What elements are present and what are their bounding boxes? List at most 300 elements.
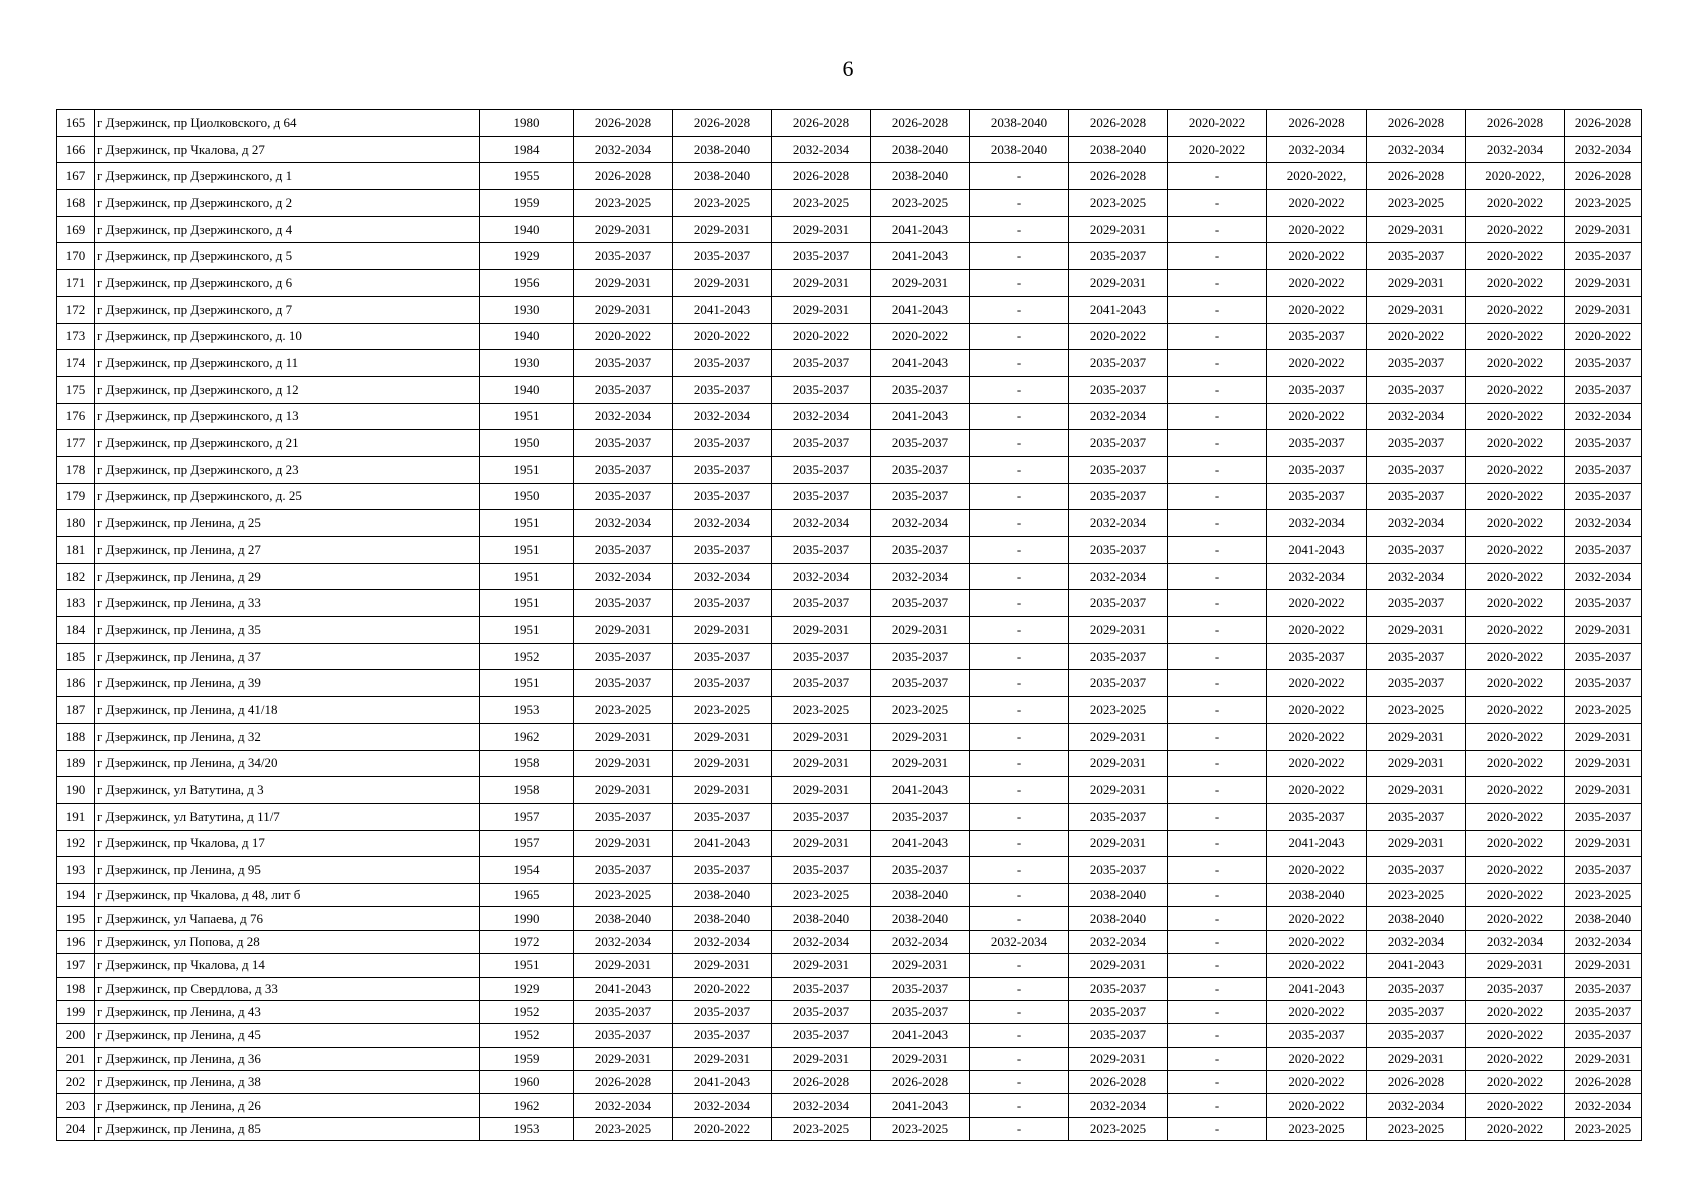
cell-period-6: 2029-2031 (1069, 216, 1168, 243)
cell-period-1: 2023-2025 (574, 1117, 673, 1140)
cell-period-1: 2029-2031 (574, 777, 673, 804)
cell-period-7: - (1168, 643, 1267, 670)
cell-period-10: 2020-2022 (1466, 750, 1565, 777)
cell-year-built: 1959 (480, 1047, 574, 1070)
cell-period-11: 2038-2040 (1565, 907, 1642, 930)
cell-period-1: 2035-2037 (574, 643, 673, 670)
cell-period-1: 2035-2037 (574, 376, 673, 403)
cell-period-10: 2032-2034 (1466, 136, 1565, 163)
cell-row-number: 172 (57, 296, 95, 323)
cell-period-1: 2026-2028 (574, 110, 673, 137)
cell-period-8: 2020-2022 (1267, 670, 1367, 697)
cell-year-built: 1951 (480, 590, 574, 617)
cell-period-5: - (970, 1094, 1069, 1117)
cell-period-2: 2035-2037 (673, 430, 772, 457)
table-row (57, 296, 1642, 323)
cell-period-2: 2032-2034 (673, 403, 772, 430)
cell-period-6: 2032-2034 (1069, 403, 1168, 430)
table-row (57, 537, 1642, 564)
cell-period-7: 2020-2022 (1168, 136, 1267, 163)
cell-year-built: 1955 (480, 163, 574, 190)
cell-period-1: 2035-2037 (574, 537, 673, 564)
cell-period-4: 2041-2043 (871, 350, 970, 377)
cell-period-7: - (1168, 296, 1267, 323)
cell-period-8: 2020-2022 (1267, 777, 1367, 804)
cell-address: г Дзержинск, пр Свердлова, д 33 (95, 977, 480, 1000)
cell-period-1: 2035-2037 (574, 430, 673, 457)
cell-period-2: 2023-2025 (673, 190, 772, 217)
cell-period-4: 2032-2034 (871, 563, 970, 590)
cell-period-3: 2035-2037 (772, 643, 871, 670)
cell-period-5: - (970, 617, 1069, 644)
cell-period-3: 2035-2037 (772, 590, 871, 617)
cell-row-number: 166 (57, 136, 95, 163)
cell-period-8: 2026-2028 (1267, 110, 1367, 137)
cell-period-8: 2020-2022 (1267, 216, 1367, 243)
cell-period-10: 2020-2022 (1466, 403, 1565, 430)
table-row (57, 857, 1642, 884)
cell-year-built: 1951 (480, 403, 574, 430)
cell-row-number: 198 (57, 977, 95, 1000)
cell-row-number: 182 (57, 563, 95, 590)
cell-period-5: - (970, 563, 1069, 590)
cell-address: г Дзержинск, пр Ленина, д 37 (95, 643, 480, 670)
cell-year-built: 1957 (480, 830, 574, 857)
cell-address: г Дзержинск, пр Дзержинского, д 2 (95, 190, 480, 217)
cell-period-1: 2029-2031 (574, 617, 673, 644)
cell-period-6: 2032-2034 (1069, 1094, 1168, 1117)
cell-year-built: 1953 (480, 697, 574, 724)
cell-period-6: 2029-2031 (1069, 830, 1168, 857)
cell-year-built: 1959 (480, 190, 574, 217)
cell-period-2: 2035-2037 (673, 857, 772, 884)
cell-period-8: 2020-2022 (1267, 1000, 1367, 1023)
cell-period-5: - (970, 750, 1069, 777)
cell-period-10: 2020-2022 (1466, 216, 1565, 243)
cell-year-built: 1972 (480, 930, 574, 953)
cell-period-10: 2020-2022 (1466, 376, 1565, 403)
cell-period-8: 2035-2037 (1267, 643, 1367, 670)
cell-period-6: 2035-2037 (1069, 803, 1168, 830)
cell-period-11: 2035-2037 (1565, 537, 1642, 564)
cell-period-2: 2035-2037 (673, 483, 772, 510)
cell-period-9: 2035-2037 (1367, 857, 1466, 884)
cell-period-11: 2029-2031 (1565, 750, 1642, 777)
cell-period-5: - (970, 163, 1069, 190)
cell-row-number: 171 (57, 270, 95, 297)
cell-period-3: 2029-2031 (772, 270, 871, 297)
cell-period-5: 2038-2040 (970, 110, 1069, 137)
cell-row-number: 167 (57, 163, 95, 190)
cell-row-number: 196 (57, 930, 95, 953)
cell-period-6: 2035-2037 (1069, 537, 1168, 564)
cell-period-3: 2035-2037 (772, 483, 871, 510)
cell-period-2: 2038-2040 (673, 136, 772, 163)
cell-year-built: 1952 (480, 643, 574, 670)
cell-period-4: 2041-2043 (871, 777, 970, 804)
cell-period-4: 2032-2034 (871, 930, 970, 953)
cell-period-1: 2032-2034 (574, 1094, 673, 1117)
cell-period-3: 2029-2031 (772, 216, 871, 243)
cell-period-2: 2029-2031 (673, 617, 772, 644)
cell-period-2: 2041-2043 (673, 830, 772, 857)
cell-row-number: 193 (57, 857, 95, 884)
cell-address: г Дзержинск, пр Дзержинского, д 23 (95, 456, 480, 483)
cell-period-11: 2029-2031 (1565, 723, 1642, 750)
cell-period-4: 2035-2037 (871, 857, 970, 884)
cell-period-10: 2020-2022 (1466, 723, 1565, 750)
cell-address: г Дзержинск, пр Ленина, д 39 (95, 670, 480, 697)
table-row (57, 1094, 1642, 1117)
cell-row-number: 185 (57, 643, 95, 670)
cell-period-6: 2026-2028 (1069, 1071, 1168, 1094)
cell-period-8: 2035-2037 (1267, 483, 1367, 510)
cell-period-6: 2035-2037 (1069, 456, 1168, 483)
cell-period-11: 2032-2034 (1565, 136, 1642, 163)
cell-period-4: 2035-2037 (871, 643, 970, 670)
cell-period-6: 2029-2031 (1069, 270, 1168, 297)
cell-row-number: 168 (57, 190, 95, 217)
cell-period-1: 2023-2025 (574, 697, 673, 724)
cell-period-6: 2035-2037 (1069, 1024, 1168, 1047)
cell-period-10: 2020-2022 (1466, 483, 1565, 510)
cell-period-4: 2041-2043 (871, 216, 970, 243)
cell-period-10: 2020-2022 (1466, 697, 1565, 724)
cell-period-9: 2035-2037 (1367, 977, 1466, 1000)
cell-period-11: 2035-2037 (1565, 243, 1642, 270)
cell-period-3: 2026-2028 (772, 163, 871, 190)
cell-period-5: - (970, 296, 1069, 323)
cell-period-7: - (1168, 977, 1267, 1000)
cell-row-number: 190 (57, 777, 95, 804)
cell-period-10: 2020-2022 (1466, 1000, 1565, 1023)
cell-period-3: 2032-2034 (772, 930, 871, 953)
cell-period-5: - (970, 977, 1069, 1000)
cell-period-5: - (970, 483, 1069, 510)
cell-row-number: 187 (57, 697, 95, 724)
cell-period-9: 2032-2034 (1367, 510, 1466, 537)
cell-period-11: 2035-2037 (1565, 483, 1642, 510)
table-row (57, 243, 1642, 270)
cell-period-9: 2035-2037 (1367, 1024, 1466, 1047)
cell-period-8: 2020-2022 (1267, 750, 1367, 777)
cell-period-6: 2029-2031 (1069, 750, 1168, 777)
cell-period-9: 2038-2040 (1367, 907, 1466, 930)
cell-year-built: 1951 (480, 617, 574, 644)
cell-row-number: 188 (57, 723, 95, 750)
cell-period-11: 2029-2031 (1565, 270, 1642, 297)
cell-period-6: 2029-2031 (1069, 617, 1168, 644)
cell-period-5: - (970, 323, 1069, 350)
cell-period-6: 2032-2034 (1069, 563, 1168, 590)
cell-period-3: 2035-2037 (772, 670, 871, 697)
cell-period-6: 2035-2037 (1069, 376, 1168, 403)
cell-period-11: 2023-2025 (1565, 190, 1642, 217)
cell-period-3: 2035-2037 (772, 1000, 871, 1023)
cell-period-6: 2038-2040 (1069, 136, 1168, 163)
cell-period-8: 2041-2043 (1267, 830, 1367, 857)
cell-period-8: 2020-2022 (1267, 243, 1367, 270)
cell-period-7: 2020-2022 (1168, 110, 1267, 137)
cell-period-10: 2020-2022 (1466, 510, 1565, 537)
cell-period-9: 2035-2037 (1367, 1000, 1466, 1023)
cell-period-9: 2029-2031 (1367, 270, 1466, 297)
cell-period-8: 2020-2022 (1267, 723, 1367, 750)
cell-period-2: 2041-2043 (673, 1071, 772, 1094)
cell-period-2: 2032-2034 (673, 1094, 772, 1117)
cell-row-number: 194 (57, 883, 95, 906)
cell-period-3: 2029-2031 (772, 617, 871, 644)
cell-period-8: 2020-2022 (1267, 1071, 1367, 1094)
cell-period-3: 2038-2040 (772, 907, 871, 930)
cell-row-number: 203 (57, 1094, 95, 1117)
cell-period-5: - (970, 643, 1069, 670)
cell-row-number: 189 (57, 750, 95, 777)
cell-period-11: 2035-2037 (1565, 1000, 1642, 1023)
cell-year-built: 1940 (480, 376, 574, 403)
cell-period-11: 2035-2037 (1565, 1024, 1642, 1047)
cell-period-5: - (970, 590, 1069, 617)
cell-period-10: 2020-2022 (1466, 430, 1565, 457)
cell-period-1: 2029-2031 (574, 270, 673, 297)
cell-period-1: 2035-2037 (574, 456, 673, 483)
cell-period-10: 2020-2022 (1466, 1094, 1565, 1117)
table-row (57, 670, 1642, 697)
cell-period-1: 2032-2034 (574, 930, 673, 953)
cell-period-4: 2029-2031 (871, 954, 970, 977)
cell-address: г Дзержинск, пр Ленина, д 38 (95, 1071, 480, 1094)
cell-period-5: - (970, 190, 1069, 217)
cell-period-2: 2035-2037 (673, 376, 772, 403)
cell-period-9: 2032-2034 (1367, 403, 1466, 430)
cell-period-7: - (1168, 930, 1267, 953)
cell-period-8: 2035-2037 (1267, 323, 1367, 350)
cell-period-11: 2023-2025 (1565, 1117, 1642, 1140)
cell-period-7: - (1168, 830, 1267, 857)
cell-address: г Дзержинск, пр Ленина, д 41/18 (95, 697, 480, 724)
cell-period-9: 2029-2031 (1367, 1047, 1466, 1070)
cell-period-4: 2035-2037 (871, 590, 970, 617)
cell-year-built: 1954 (480, 857, 574, 884)
cell-year-built: 1960 (480, 1071, 574, 1094)
cell-row-number: 176 (57, 403, 95, 430)
cell-address: г Дзержинск, ул Попова, д 28 (95, 930, 480, 953)
table-row (57, 883, 1642, 906)
cell-period-3: 2029-2031 (772, 296, 871, 323)
cell-year-built: 1990 (480, 907, 574, 930)
table-row (57, 430, 1642, 457)
table-row (57, 216, 1642, 243)
cell-row-number: 179 (57, 483, 95, 510)
cell-address: г Дзержинск, пр Дзержинского, д 5 (95, 243, 480, 270)
cell-period-9: 2026-2028 (1367, 1071, 1466, 1094)
cell-year-built: 1951 (480, 954, 574, 977)
cell-period-9: 2029-2031 (1367, 216, 1466, 243)
table-row (57, 270, 1642, 297)
cell-period-8: 2035-2037 (1267, 803, 1367, 830)
cell-period-1: 2029-2031 (574, 954, 673, 977)
cell-period-9: 2035-2037 (1367, 376, 1466, 403)
cell-period-5: - (970, 243, 1069, 270)
cell-period-4: 2035-2037 (871, 670, 970, 697)
cell-address: г Дзержинск, пр Ленина, д 33 (95, 590, 480, 617)
cell-year-built: 1951 (480, 537, 574, 564)
cell-period-8: 2020-2022 (1267, 1047, 1367, 1070)
cell-address: г Дзержинск, ул Ватутина, д 3 (95, 777, 480, 804)
cell-period-11: 2032-2034 (1565, 930, 1642, 953)
cell-year-built: 1940 (480, 216, 574, 243)
cell-row-number: 192 (57, 830, 95, 857)
cell-period-4: 2029-2031 (871, 617, 970, 644)
cell-address: г Дзержинск, пр Ленина, д 26 (95, 1094, 480, 1117)
cell-period-6: 2023-2025 (1069, 1117, 1168, 1140)
cell-period-1: 2026-2028 (574, 1071, 673, 1094)
cell-period-11: 2035-2037 (1565, 376, 1642, 403)
cell-period-2: 2029-2031 (673, 270, 772, 297)
cell-period-1: 2035-2037 (574, 670, 673, 697)
cell-year-built: 1952 (480, 1000, 574, 1023)
cell-period-5: - (970, 376, 1069, 403)
cell-period-10: 2035-2037 (1466, 977, 1565, 1000)
cell-year-built: 1950 (480, 430, 574, 457)
cell-period-9: 2032-2034 (1367, 930, 1466, 953)
cell-period-3: 2029-2031 (772, 723, 871, 750)
page-number: 6 (842, 56, 854, 81)
cell-period-8: 2020-2022 (1267, 954, 1367, 977)
cell-period-11: 2029-2031 (1565, 830, 1642, 857)
cell-period-7: - (1168, 670, 1267, 697)
cell-address: г Дзержинск, пр Чкалова, д 48, лит б (95, 883, 480, 906)
cell-address: г Дзержинск, пр Ленина, д 95 (95, 857, 480, 884)
schedule-table (56, 109, 1642, 1141)
cell-address: г Дзержинск, пр Дзержинского, д 11 (95, 350, 480, 377)
cell-period-3: 2032-2034 (772, 510, 871, 537)
table-row (57, 403, 1642, 430)
cell-period-11: 2029-2031 (1565, 296, 1642, 323)
cell-period-6: 2029-2031 (1069, 777, 1168, 804)
cell-period-1: 2032-2034 (574, 136, 673, 163)
cell-period-9: 2035-2037 (1367, 590, 1466, 617)
cell-period-10: 2020-2022 (1466, 1117, 1565, 1140)
cell-period-7: - (1168, 190, 1267, 217)
cell-year-built: 1929 (480, 243, 574, 270)
cell-period-10: 2020-2022 (1466, 270, 1565, 297)
cell-period-8: 2020-2022 (1267, 617, 1367, 644)
table-row (57, 110, 1642, 137)
cell-row-number: 178 (57, 456, 95, 483)
cell-period-4: 2026-2028 (871, 1071, 970, 1094)
cell-address: г Дзержинск, пр Чкалова, д 27 (95, 136, 480, 163)
cell-address: г Дзержинск, пр Дзержинского, д 13 (95, 403, 480, 430)
cell-period-8: 2020-2022 (1267, 190, 1367, 217)
cell-period-7: - (1168, 430, 1267, 457)
cell-period-3: 2035-2037 (772, 430, 871, 457)
cell-period-5: - (970, 857, 1069, 884)
cell-period-2: 2032-2034 (673, 563, 772, 590)
cell-period-10: 2020-2022 (1466, 643, 1565, 670)
cell-period-7: - (1168, 697, 1267, 724)
cell-period-4: 2035-2037 (871, 1000, 970, 1023)
cell-period-5: - (970, 697, 1069, 724)
cell-period-11: 2035-2037 (1565, 350, 1642, 377)
cell-period-7: - (1168, 163, 1267, 190)
cell-address: г Дзержинск, пр Дзержинского, д. 10 (95, 323, 480, 350)
cell-row-number: 195 (57, 907, 95, 930)
cell-period-2: 2029-2031 (673, 216, 772, 243)
cell-period-7: - (1168, 1071, 1267, 1094)
cell-period-2: 2029-2031 (673, 723, 772, 750)
cell-period-3: 2029-2031 (772, 954, 871, 977)
cell-period-1: 2029-2031 (574, 723, 673, 750)
cell-period-11: 2035-2037 (1565, 430, 1642, 457)
cell-period-2: 2038-2040 (673, 907, 772, 930)
table-row (57, 563, 1642, 590)
cell-period-10: 2020-2022 (1466, 190, 1565, 217)
cell-row-number: 173 (57, 323, 95, 350)
cell-period-9: 2035-2037 (1367, 350, 1466, 377)
cell-period-1: 2032-2034 (574, 563, 673, 590)
cell-period-7: - (1168, 1000, 1267, 1023)
cell-period-5: - (970, 456, 1069, 483)
cell-period-5: - (970, 1047, 1069, 1070)
cell-period-4: 2023-2025 (871, 1117, 970, 1140)
cell-address: г Дзержинск, пр Дзержинского, д 1 (95, 163, 480, 190)
cell-period-2: 2041-2043 (673, 296, 772, 323)
cell-period-6: 2032-2034 (1069, 510, 1168, 537)
cell-period-1: 2035-2037 (574, 350, 673, 377)
cell-period-2: 2020-2022 (673, 1117, 772, 1140)
cell-address: г Дзержинск, пр Циолковского, д 64 (95, 110, 480, 137)
cell-period-3: 2029-2031 (772, 830, 871, 857)
cell-row-number: 200 (57, 1024, 95, 1047)
cell-period-4: 2035-2037 (871, 483, 970, 510)
cell-period-1: 2023-2025 (574, 190, 673, 217)
cell-period-1: 2035-2037 (574, 1000, 673, 1023)
table-row (57, 163, 1642, 190)
cell-year-built: 1956 (480, 270, 574, 297)
table-row (57, 907, 1642, 930)
cell-year-built: 1951 (480, 510, 574, 537)
table-row (57, 930, 1642, 953)
cell-period-6: 2035-2037 (1069, 857, 1168, 884)
cell-period-10: 2020-2022 (1466, 350, 1565, 377)
cell-year-built: 1930 (480, 296, 574, 323)
cell-period-10: 2020-2022 (1466, 537, 1565, 564)
cell-period-8: 2038-2040 (1267, 883, 1367, 906)
cell-period-10: 2020-2022 (1466, 907, 1565, 930)
cell-period-11: 2032-2034 (1565, 510, 1642, 537)
table-row (57, 1047, 1642, 1070)
cell-period-5: - (970, 350, 1069, 377)
cell-address: г Дзержинск, пр Дзержинского, д 6 (95, 270, 480, 297)
cell-period-6: 2041-2043 (1069, 296, 1168, 323)
cell-period-11: 2035-2037 (1565, 590, 1642, 617)
cell-period-11: 2032-2034 (1565, 563, 1642, 590)
cell-period-2: 2035-2037 (673, 643, 772, 670)
cell-period-8: 2041-2043 (1267, 977, 1367, 1000)
cell-year-built: 1951 (480, 563, 574, 590)
cell-year-built: 1950 (480, 483, 574, 510)
cell-period-6: 2026-2028 (1069, 110, 1168, 137)
cell-period-11: 2029-2031 (1565, 777, 1642, 804)
cell-period-1: 2035-2037 (574, 483, 673, 510)
cell-period-4: 2035-2037 (871, 456, 970, 483)
cell-row-number: 202 (57, 1071, 95, 1094)
cell-year-built: 1962 (480, 723, 574, 750)
cell-period-6: 2035-2037 (1069, 483, 1168, 510)
cell-period-5: - (970, 1024, 1069, 1047)
cell-row-number: 181 (57, 537, 95, 564)
